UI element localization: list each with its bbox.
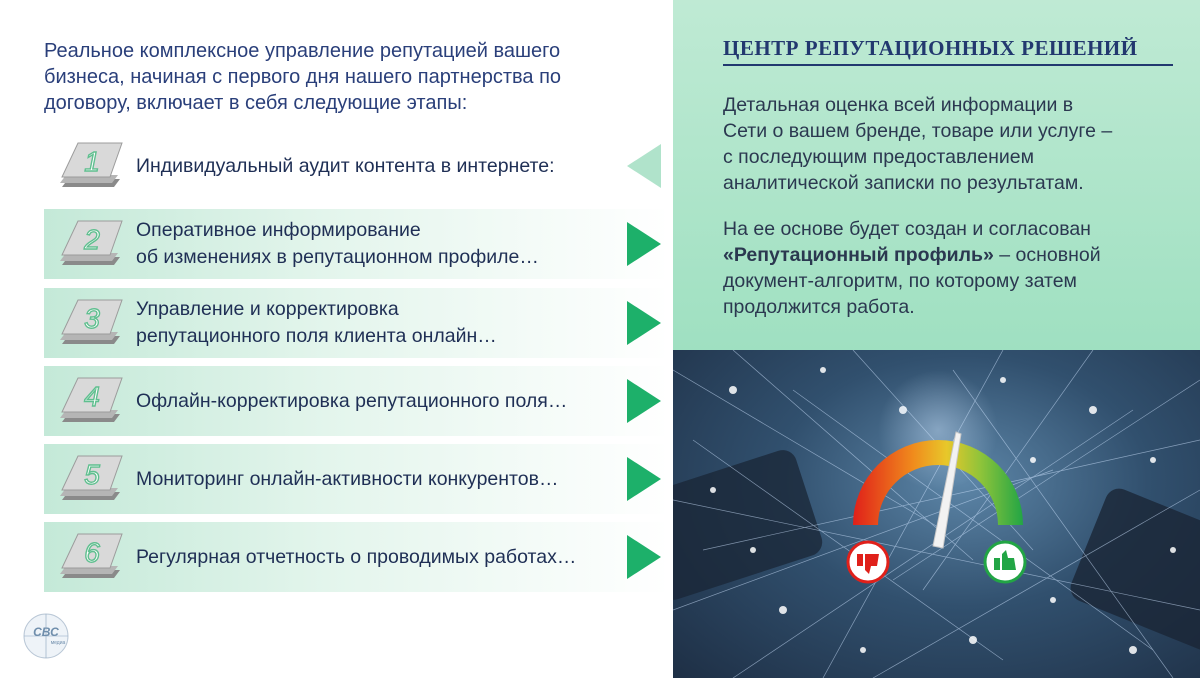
thumbs-up-icon (985, 542, 1025, 582)
panel-p2-line-2-rest: – основной (993, 244, 1101, 266)
step-5-arrow-right-icon[interactable] (627, 457, 661, 501)
intro-line-3: договору, включает в себя следующие этапы: (44, 92, 468, 114)
step-6-arrow-right-icon[interactable] (627, 535, 661, 579)
panel-paragraph-1 (723, 92, 1153, 196)
step-3-number-icon (48, 294, 128, 352)
step-3[interactable] (44, 288, 669, 358)
step-2-text (136, 209, 636, 279)
step-3-text (136, 288, 636, 358)
step-1-arrow-left-icon (627, 144, 661, 188)
step-2-number-icon (48, 215, 128, 273)
step-6-text (136, 522, 636, 592)
company-logo (18, 612, 74, 662)
step-6-line-1: Регулярная отчетность о проводимых работах… (136, 545, 577, 568)
step-3-line-2: репутационного поля клиента онлайн… (136, 325, 497, 347)
step-4-line-1: Офлайн-корректировка репутационного поля… (136, 389, 568, 412)
panel-p1-line-4: аналитической записки по результатам. (723, 172, 1084, 194)
step-3-number: 3 (84, 303, 100, 334)
step-6-number: 6 (84, 537, 100, 568)
step-5-number-icon (48, 450, 128, 508)
thumbs-down-icon (848, 542, 888, 582)
step-2[interactable] (44, 209, 669, 279)
step-2-line-1: Оперативное информирование (136, 219, 421, 241)
logo-subtext: медиа (50, 640, 66, 646)
step-5-line-1: Мониторинг онлайн-активности конкурентов… (136, 467, 559, 490)
reputation-profile-term: «Репутационный профиль» (723, 244, 994, 266)
step-2-number: 2 (84, 224, 100, 255)
step-5-number: 5 (84, 459, 100, 490)
step-2-line-2: об изменениях в репутационном профиле… (136, 246, 539, 268)
step-1[interactable] (44, 131, 669, 201)
panel-title-divider (723, 64, 1173, 66)
step-4-number-icon (48, 372, 128, 430)
step-1-line-1: Индивидуальный аудит контента в интернете: (136, 154, 555, 177)
panel-p1-line-3: с последующим предоставлением (723, 146, 1035, 168)
panel-p2-line-4: продолжится работа. (723, 296, 915, 318)
intro-text (44, 38, 634, 116)
intro-line-2: бизнеса, начиная с первого дня нашего партнерства по (44, 66, 562, 88)
info-panel (673, 0, 1200, 350)
network-gauge-illustration (673, 350, 1200, 678)
panel-paragraph-2 (723, 216, 1153, 320)
step-6-number-icon (48, 528, 128, 586)
step-2-arrow-right-icon[interactable] (627, 222, 661, 266)
step-4[interactable] (44, 366, 669, 436)
panel-p2-line-3: документ-алгоритм, по которому затем (723, 270, 1077, 292)
step-5[interactable] (44, 444, 669, 514)
panel-p1-line-2: Сети о вашем бренде, товаре или услуге – (723, 120, 1113, 142)
panel-title: ЦЕНТР РЕПУТАЦИОННЫХ РЕШЕНИЙ (723, 36, 1138, 60)
step-1-text (136, 131, 636, 201)
panel-p2-line-1: На ее основе будет создан и согласован (723, 218, 1091, 240)
step-4-number: 4 (84, 381, 100, 412)
step-1-number-icon (48, 137, 128, 195)
intro-line-1: Реальное комплексное управление репутацией вашего (44, 40, 561, 62)
step-4-text (136, 366, 636, 436)
step-1-number: 1 (84, 146, 100, 177)
reputation-gauge-image (673, 350, 1200, 678)
step-3-arrow-right-icon[interactable] (627, 301, 661, 345)
logo-text: СВС (33, 625, 59, 639)
step-5-text (136, 444, 636, 514)
step-6[interactable] (44, 522, 669, 592)
step-3-line-1: Управление и корректировка (136, 298, 399, 320)
panel-p1-line-1: Детальная оценка всей информации в (723, 94, 1074, 116)
panel-p2-line-2 (723, 242, 1153, 268)
step-4-arrow-right-icon[interactable] (627, 379, 661, 423)
